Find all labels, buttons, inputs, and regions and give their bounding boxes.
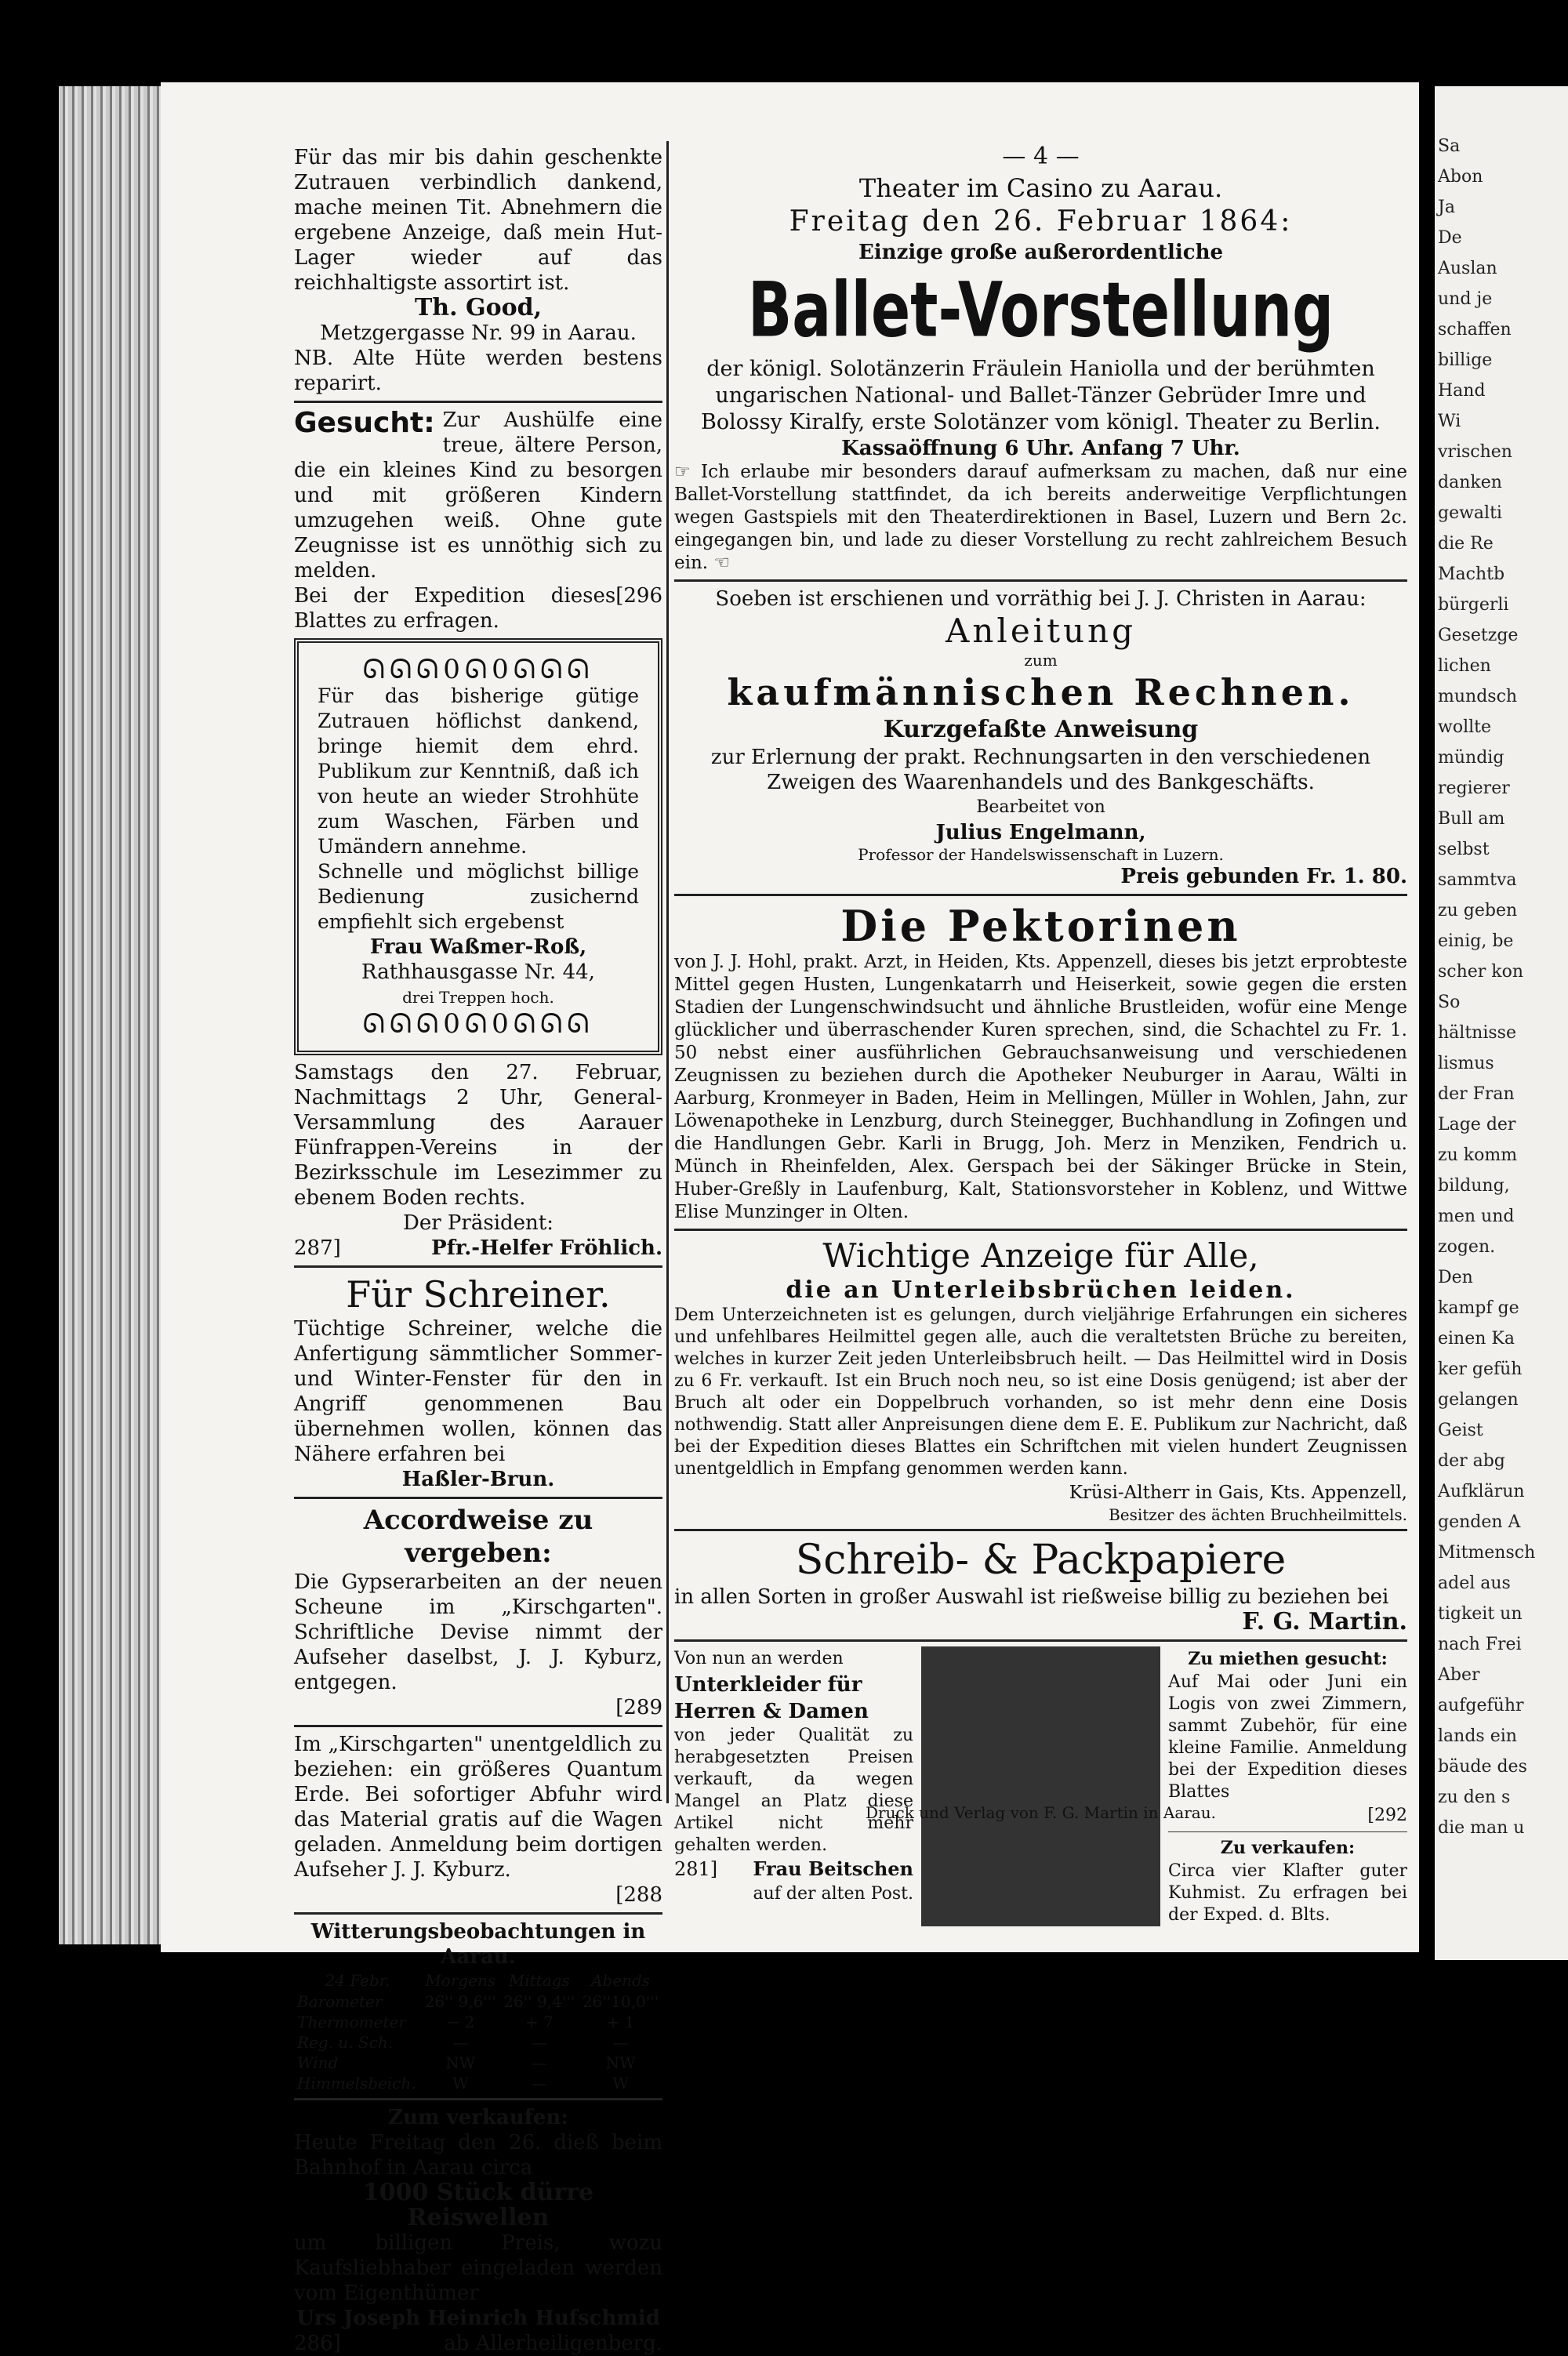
ad-wassmer-frame [294, 638, 662, 1055]
theater-date: Freitag den 26. Februar 1864: [789, 205, 1293, 238]
adjacent-page-text: De [1438, 228, 1462, 248]
adjacent-page-text: lismus [1438, 1054, 1494, 1073]
ad-schreiner-body: Tüchtige Schreiner, welche die Anfertigung sämmtlicher Sommer- und Winter-Fenster für den in Angriff genommenen Bau übernehmen wollen, können das Nähere erfahren bei [294, 1317, 662, 1466]
unterkleider-name: Frau Beitschen [753, 1857, 913, 1880]
adjacent-page-text: Aufklärun [1438, 1482, 1525, 1501]
weather-cell: — [452, 2033, 469, 2052]
ad-fuenfrappen-body: Samstags den 27. Februar, Nachmittags 2 Uhr, General-Versammlung des Aarauer Fünfrappen-Vereins in der Bezirksschule im Lesezimmer zu ebenem Boden rechts. [294, 1061, 662, 1210]
ad-verkaufen-body: Heute Freitag den 26. dieß beim Bahnhof in Aarau circa [294, 2131, 662, 2180]
book-title-1: Anleitung [946, 612, 1136, 650]
adjacent-page-text: men und [1438, 1207, 1515, 1226]
right-column [674, 141, 1407, 1926]
ornament-border-bottom: ᘏᘏᘏ0ᘏ0ᘏᘏᘏ [362, 1008, 594, 1040]
weather-cell: Barometer [297, 1992, 383, 2011]
ad-miethen [1168, 1646, 1407, 1926]
weather-cell: Himmelsbeich. [297, 2074, 416, 2093]
ad-verkaufen-title: Zum verkaufen: [388, 2106, 568, 2129]
divider [674, 579, 1407, 582]
divider [674, 894, 1407, 896]
bottom-split [674, 1646, 1407, 1926]
ad-wassmer-address: Rathhausgasse Nr. 44, [361, 960, 595, 984]
ad-gesucht-line: Bei der Expedition dieses Blattes zu erfragen. [294, 584, 616, 633]
weather-title: Witterungsbeobachtungen in Aarau. [310, 1920, 646, 1969]
adjacent-page-text: gelangen [1438, 1390, 1519, 1410]
adjacent-page-text: aufgeführ [1438, 1696, 1524, 1715]
papier-body: in allen Sorten in großer Auswahl ist rießweise billig zu beziehen bei [674, 1585, 1389, 1609]
ad-erde-num: [288 [615, 1883, 662, 1907]
ad-accord [294, 1504, 662, 1720]
weather-cell: — [531, 2074, 547, 2093]
weather-cell: W [612, 2074, 629, 2093]
adjacent-page-text: lichen [1438, 656, 1491, 676]
ad-wassmer-name: Frau Waßmer-Roß, [369, 935, 587, 959]
adjacent-page-text: billige [1438, 350, 1493, 370]
ad-schreiner-name: Haßler-Brun. [401, 1468, 555, 1491]
miethen-title: Zu miethen gesucht: [1188, 1649, 1388, 1669]
weather-header: Mittags [508, 1971, 570, 1990]
weather-cell: + 7 [524, 2013, 554, 2031]
adjacent-page-text: ker gefüh [1438, 1360, 1523, 1379]
adjacent-page-text: Aber [1438, 1665, 1480, 1685]
book-title-2: zum [1024, 651, 1058, 670]
adjacent-page-text: und je [1438, 289, 1493, 309]
adjacent-page-text: einen Ka [1438, 1329, 1515, 1349]
ad-book [674, 586, 1407, 889]
book-intro: Soeben ist erschienen und vorräthig bei J. J. Christen in Aarau: [715, 587, 1367, 611]
ad-verkaufen-headline: 1000 Stück dürre Reiswellen [362, 2179, 594, 2231]
bruch-title: Wichtige Anzeige für Alle, [822, 1236, 1259, 1275]
ad-gesucht-title: Gesucht: [294, 407, 435, 439]
pektorinen-title: Die Pektorinen [840, 901, 1241, 951]
weather-cell: NW [445, 2053, 476, 2072]
ad-wassmer-floor: drei Treppen hoch. [402, 988, 554, 1007]
divider [294, 2098, 662, 2100]
table-row [294, 2032, 662, 2053]
bruch-name: Krüsi-Altherr in Gais, Kts. Appenzell, [1069, 1483, 1407, 1503]
unterkleider-num: 281] [674, 1858, 718, 1880]
ad-unterkleider [674, 1646, 913, 1926]
ad-good [294, 145, 662, 396]
miethen-body: Auf Mai oder Juni ein Logis von zwei Zimmern, sammt Zubehör, für eine kleine Familie. Anmeldung bei der Expedition dieses Blattes [1168, 1672, 1407, 1802]
adjacent-page-text: Ja [1438, 198, 1455, 217]
adjacent-page-text: gewalti [1438, 503, 1502, 523]
adjacent-page-text: kampf ge [1438, 1298, 1519, 1318]
adjacent-page-text: tigkeit un [1438, 1604, 1523, 1624]
theater-venue: Theater im Casino zu Aarau. [858, 173, 1223, 203]
weather-header: Morgens [425, 1971, 496, 1990]
divider [674, 1229, 1407, 1231]
ad-accord-body: Die Gypserarbeiten an der neuen Scheune im „Kirschgarten". Schriftliche Devise nimmt der Aufseher daselbst, J. J. Kyburz, entgegen. [294, 1570, 662, 1694]
adjacent-page-text: die man u [1438, 1818, 1525, 1838]
divider [294, 1725, 662, 1727]
weather-cell: — [612, 2033, 629, 2052]
ad-good-address: Metzgergasse Nr. 99 in Aarau. [320, 321, 637, 345]
adjacent-page-text: zogen. [1438, 1237, 1496, 1257]
ad-verkaufen-place: ab Allerheiligenberg. [444, 2332, 662, 2355]
adjacent-page-text: Lage der [1438, 1115, 1516, 1134]
adjacent-page-text: der abg [1438, 1451, 1505, 1471]
ad-gesucht [294, 408, 662, 633]
weather-cell: Wind [297, 2053, 339, 2072]
theater-pre: Einzige große außerordentliche [858, 241, 1224, 264]
adjacent-page-text: genden A [1438, 1512, 1521, 1532]
ad-fuenfrappen [294, 1060, 662, 1261]
unterkleider-title: Unterkleider für Herren & Damen [674, 1673, 869, 1723]
ad-wassmer-body2: Schnelle und möglichst billige Bedienung zusichernd empfiehlt sich ergebenst [318, 860, 639, 933]
page-number: — 4 — [1002, 143, 1080, 170]
adjacent-page-text: mündig [1438, 748, 1504, 768]
miethen-body2: Circa vier Klafter guter Kuhmist. Zu erfragen bei der Exped. d. Blts. [1168, 1861, 1407, 1925]
ad-erde-body: Im „Kirschgarten" unentgeldlich zu beziehen: ein größeres Quantum Erde. Bei sofortiger Abfuhr wird das Material gratis auf die Wagen geladen. Anmeldung beim dortigen Aufseher J. J. Kyburz. [294, 1733, 662, 1882]
weather-cell: 26'' 9,6''' [424, 1992, 496, 2011]
theater-note: ☞ Ich erlaube mir besonders darauf aufmerksam zu machen, daß nur eine Ballet-Vorstellung stattfindet, da ich bereits anderweitige Verpflichtungen wegen Gastspiels mit den Theaterdirektionen in Basel, Luzern und Bern 2c. eingegangen bin, und lade zu dieser Vorstellung zu recht zahlreichem Besuch ein. ☜ [674, 462, 1407, 573]
ad-pektorinen [674, 901, 1407, 1224]
miethen-num: [292 [1367, 1806, 1407, 1825]
adjacent-page-text: Abon [1438, 167, 1483, 187]
ad-fuenfrappen-role: Der Präsident: [403, 1211, 554, 1235]
adjacent-page-text: Hand [1438, 381, 1486, 401]
adjacent-page-text: mundsch [1438, 687, 1518, 706]
ad-wassmer-body: Für das bisherige gütige Zutrauen höflichst dankend, bringe hiemit dem ehrd. Publikum zur Kenntniß, daß ich von heute an wieder Strohhüte zum Waschen, Färben und Umändern annehme. [318, 684, 639, 858]
adjacent-page-text: sammtva [1438, 870, 1517, 890]
ad-gesucht-body: Zur Aushülfe eine treue, ältere Person, die ein kleines Kind zu besorgen und mit größeren Kindern umzugehen weiß. Ohne gute Zeugnisse ist es unnöthig sich zu melden. [294, 408, 662, 583]
adjacent-page-text: vrischen [1438, 442, 1512, 462]
adjacent-page-text: der Fran [1438, 1084, 1515, 1104]
book-page-edges [59, 86, 169, 1944]
table-row [294, 2012, 662, 2032]
adjacent-page-text: Auslan [1438, 259, 1497, 278]
book-role: Professor der Handelswissenschaft in Luzern. [858, 845, 1224, 864]
papier-title: Schreib- & Packpapiere [795, 1537, 1287, 1584]
divider [294, 401, 662, 403]
left-column [294, 145, 662, 2356]
divider [674, 1639, 1407, 1642]
papier-name: F. G. Martin. [1242, 1608, 1407, 1635]
unterkleider-intro: Von nun an werden [674, 1649, 844, 1668]
bruch-body: Dem Unterzeichneten ist es gelungen, durch vieljährige Erfahrungen ein sicheres und unfehlbares Heilmittel gegen alle, auch die veraltetsten Brüche zu bereiten, welches in kurzer Zeit jeden Unterleibsbruch heilt. — Das Heilmittel wird in Dosis zu 6 Fr. verkauft. Ist ein Bruch noch neu, so ist eine Dosis genügend; ist aber der Bruch alt oder ein Doppelbruch vorhanden, so ist mehr denn eine Dosis nothwendig. Statt aller Anpreisungen diene dem E. E. Publikum zur Nachricht, daß bei der Expedition dieses Blattes ein Schriftchen mit vielen hundert Zeugnissen unentgeldlich in Empfang genommen werden kann. [674, 1305, 1407, 1479]
adjacent-page-text: regierer [1438, 779, 1510, 798]
ad-erde [294, 1732, 662, 1908]
ornament-border-top: ᘏᘏᘏ0ᘏ0ᘏᘏᘏ [362, 654, 594, 685]
adjacent-page-text: zu geben [1438, 901, 1518, 920]
adjacent-page-text: adel aus [1438, 1574, 1511, 1593]
weather-cell: — [531, 2033, 547, 2052]
weather-cell: − 2 [446, 2013, 475, 2031]
adjacent-page-text: einig, be [1438, 931, 1514, 951]
weather-cell: 26''10,0''' [582, 1992, 659, 2011]
adjacent-page-text: nach Frei [1438, 1635, 1522, 1654]
adjacent-page-text: hältnisse [1438, 1023, 1516, 1043]
bruch-sub: die an Unterleibsbrüchen leiden. [786, 1276, 1296, 1304]
adjacent-page-text: Machtb [1438, 564, 1505, 584]
divider [294, 1265, 662, 1268]
weather-cell: NW [605, 2053, 636, 2072]
ad-schreiner [294, 1272, 662, 1492]
ad-verkaufen [294, 2105, 662, 2356]
table-row [294, 2053, 662, 2073]
weather-cell: + 1 [606, 2013, 635, 2031]
book-price: Preis gebunden Fr. 1. 80. [1120, 865, 1407, 888]
theater-body: der königl. Solotänzerin Fräulein Haniolla und der berühmten ungarischen National- und Ballet-Tänzer Gebrüder Imre und Bolossy Kiralfy, erste Solotänzer vom königl. Theater zu Berlin. [700, 357, 1381, 434]
weather-header: 24 Febr. [325, 1971, 390, 1990]
adjacent-page-text: Gesetzge [1438, 626, 1519, 645]
adjacent-page-text: danken [1438, 473, 1502, 492]
weather-cell: — [531, 2053, 547, 2072]
book-title-4: Kurzgefaßte Anweisung [883, 716, 1199, 743]
divider [294, 1912, 662, 1915]
adjacent-page-text: Sa [1438, 136, 1461, 156]
adjacent-page-text: zu komm [1438, 1145, 1518, 1165]
ad-papier [674, 1536, 1407, 1635]
adjacent-page-text: bürgerli [1438, 595, 1509, 615]
adjacent-page-text: selbst [1438, 840, 1490, 859]
ad-accord-title: Accordweise zu vergeben: [363, 1505, 593, 1569]
adjacent-page-text: Bull am [1438, 809, 1505, 829]
weather-table [294, 1969, 662, 2093]
ad-verkaufen-num: 286] [294, 2332, 341, 2355]
adjacent-page-text: scher kon [1438, 962, 1524, 982]
adjacent-page-text: bäude des [1438, 1757, 1527, 1777]
divider [921, 1646, 1160, 1926]
ad-good-body: Für das mir bis dahin geschenkte Zutrauen verbindlich dankend, mache meinen Tit. Abnehmern die ergebene Anzeige, daß mein Hut-Lager wieder auf das reichhaltigste assortirt ist. [294, 146, 662, 295]
divider [1168, 1831, 1407, 1832]
book-title-3: kaufmännischen Rechnen. [727, 671, 1355, 713]
ad-verkaufen-name: Urs Joseph Heinrich Hufschmid [296, 2307, 660, 2330]
miethen-title2: Zu verkaufen: [1220, 1838, 1356, 1858]
weather-table-block [294, 1919, 662, 2093]
adjacent-page-text: Den [1438, 1268, 1473, 1287]
adjacent-page-text: So [1438, 993, 1461, 1012]
ad-verkaufen-body2: um billigen Preis, wozu Kaufsliebhaber eingeladen werden vom Eigenthümer [294, 2231, 662, 2305]
ad-gesucht-num: [296 [615, 584, 662, 608]
adjacent-page-text: Geist [1438, 1421, 1483, 1440]
adjacent-page-text: Mitmensch [1438, 1543, 1536, 1563]
ad-schreiner-title: Für Schreiner. [346, 1273, 611, 1316]
ad-fuenfrappen-num: 287] [294, 1236, 341, 1260]
adjacent-page-text: wollte [1438, 717, 1492, 737]
divider [294, 1497, 662, 1499]
adjacent-page-text: zu den s [1438, 1788, 1511, 1807]
book-body: zur Erlernung der prakt. Rechnungsarten in den verschiedenen Zweigen des Waarenhandels und des Bankgeschäfts. [710, 746, 1371, 794]
unterkleider-place: auf der alten Post. [753, 1884, 913, 1904]
weather-cell: Reg. u. Sch. [297, 2033, 394, 2052]
adjacent-page-text: bildung, [1438, 1176, 1510, 1196]
theater-times: Kassaöffnung 6 Uhr. Anfang 7 Uhr. [841, 437, 1240, 460]
weather-header: Abends [590, 1971, 651, 1990]
column-divider [666, 141, 669, 1803]
pektorinen-body: von J. J. Hohl, prakt. Arzt, in Heiden, Kts. Appenzell, dieses bis jetzt erprobteste Mittel gegen Husten, Lungenkatarrh und Heiserkeit, sowie gegen die ersten Stadien der Lungenschwindsucht und ähnliche Brustleiden, wofür eine Menge glücklicher und überraschender Kuren sprechen, sind, die Schachtel zu Fr. 1. 50 nebst einer ausführlichen Gebrauchsanweisung und verschiedenen Zeugnissen zu beziehen durch die Apotheker Neuburger in Aarau, Wälti in Aarburg, Kronmeyer in Baden, Heim in Mellingen, Müller in Wohlen, Jahn, zur Löwenapotheke in Lenzburg, durch Steinegger, Buchhandlung in Zofingen und die Handlungen Gebr. Karli in Brugg, Joh. Merz in Menziken, Fendrich u. Münch in Rheinfelden, Alex. Gerspach bei der Säkinger Brücke in Stein, Huber-Greßly in Laufenburg, Kalt, Stationsvorsteher in Koblenz, und Wittwe Elise Munzinger in Olten. [674, 952, 1407, 1222]
book-by: Bearbeitet von [976, 797, 1105, 817]
table-row [294, 2073, 662, 2093]
adjacent-page-text: die Re [1438, 534, 1494, 554]
ad-bruch [674, 1236, 1407, 1524]
bruch-role: Besitzer des ächten Bruchheilmittels. [1109, 1505, 1407, 1524]
ad-accord-num: [289 [615, 1696, 662, 1719]
theater-title: Ballet-Vorstellung [747, 267, 1334, 354]
divider [674, 1529, 1407, 1531]
adjacent-page-text: schaffen [1438, 320, 1512, 339]
adjacent-page-text: Wi [1438, 412, 1461, 431]
book-author: Julius Engelmann, [935, 821, 1146, 844]
ad-good-nb: NB. Alte Hüte werden bestens reparirt. [294, 347, 662, 395]
printer-footer: Druck und Verlag von F. G. Martin in Aarau. [866, 1803, 1216, 1822]
ad-good-name: Th. Good, [414, 294, 543, 321]
unterkleider-body: von jeder Qualität zu herabgesetzten Preisen verkauft, da wegen Mangel an Platz diese Artikel nicht mehr gehalten werden. [674, 1726, 913, 1855]
weather-cell: W [452, 2074, 469, 2093]
ad-theater [674, 172, 1407, 575]
adjacent-page-fragment [1435, 86, 1568, 1960]
weather-cell: 26'' 9,4''' [503, 1992, 575, 2011]
weather-cell: Thermometer [297, 2013, 406, 2031]
ad-fuenfrappen-name: Pfr.-Helfer Fröhlich. [431, 1236, 662, 1260]
adjacent-page-text: lands ein [1438, 1726, 1517, 1746]
